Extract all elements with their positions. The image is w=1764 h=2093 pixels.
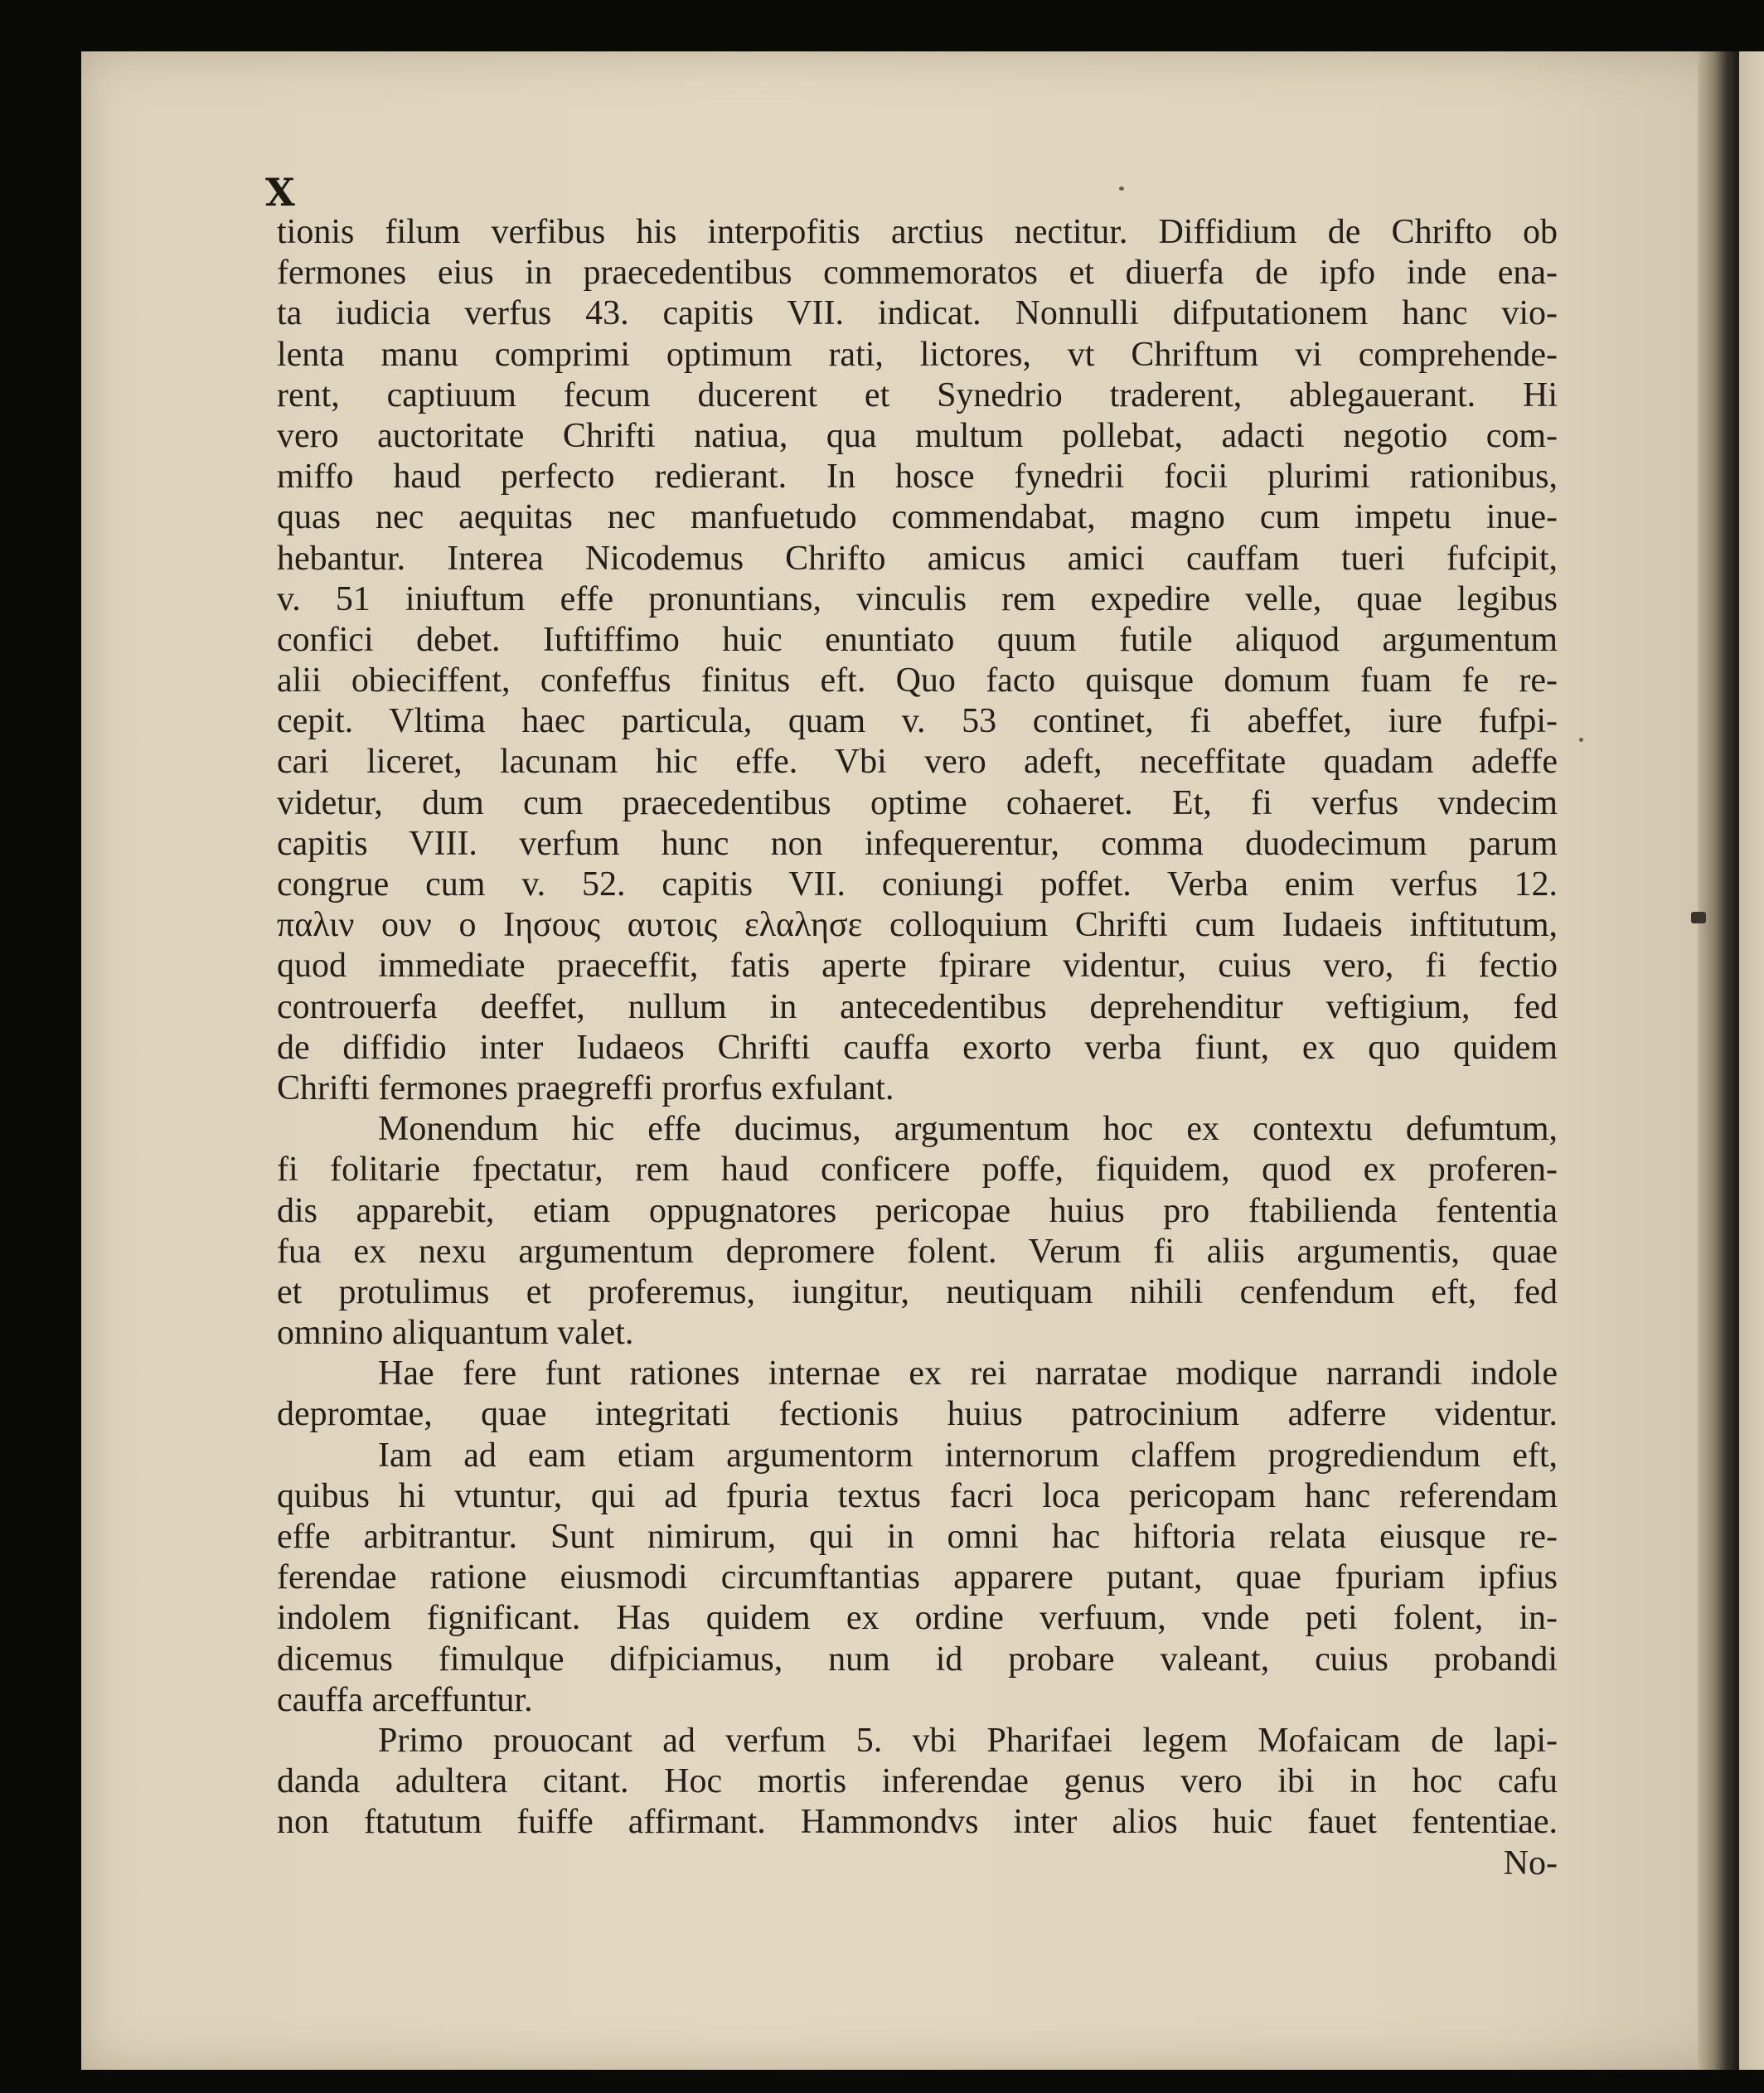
text-line: παλιν ουν ο Ιησους αυτοις ελαλησε colloquium Chrifti cum Iudaeis inftitutum, [277, 906, 1558, 945]
text-line: ferendae ratione eiusmodi circumftantias apparere putant, quae fpuriam ipfius [277, 1558, 1558, 1597]
text-line: quas nec aequitas nec manfuetudo commendabat, magno cum impetu inue- [277, 498, 1558, 537]
text-line: congrue cum v. 52. capitis VII. coniungi poffet. Verba enim verfus 12. [277, 865, 1558, 904]
text-line: dis apparebit, etiam oppugnatores pericopae huius pro ftabilienda fententia [277, 1191, 1558, 1230]
text-line: confici debet. Iuftiffimo huic enuntiato quum futile aliquod argumentum [277, 620, 1558, 659]
text-line: tionis filum verfibus his interpofitis arctius nectitur. Diffidium de Chrifto ob [277, 213, 1558, 251]
text-line: effe arbitrantur. Sunt nimirum, qui in omni hac hiftoria relata eiusque re- [277, 1518, 1558, 1556]
text-line: indolem fignificant. Has quidem ex ordine verfuum, vnde peti folent, in- [277, 1599, 1558, 1638]
text-line: controuerfa deeffet, nullum in antecedentibus deprehenditur veftigium, fed [277, 987, 1558, 1026]
text-line: fua ex nexu argumentum depromere folent. Verum fi aliis argumentis, quae [277, 1232, 1558, 1271]
text-line: cauffa arceffuntur. [277, 1680, 533, 1719]
text-line: non ftatutum fuiffe affirmant. Hammondvs inter alios huic fauet fententiae. [277, 1803, 1558, 1842]
text-line: fermones eius in praecedentibus commemoratos et diuerfa de ipfo inde ena- [277, 254, 1558, 293]
paper-speck [1579, 738, 1583, 742]
text-line: omnino aliquantum valet. [277, 1314, 634, 1353]
text-line: Primo prouocant ad verfum 5. vbi Pharifaei legem Mofaicam de lapi- [378, 1721, 1558, 1760]
catchword: No- [1503, 1843, 1558, 1882]
text-line: miffo haud perfecto redierant. In hosce fynedrii focii plurimi rationibus, [277, 458, 1558, 497]
text-line: Hae fere funt rationes internae ex rei narratae modique narrandi indole [378, 1354, 1558, 1393]
text-line: lenta manu comprimi optimum rati, lictores, vt Chriftum vi comprehende- [277, 335, 1558, 374]
body-text [277, 212, 1558, 1884]
text-line: quibus hi vtuntur, qui ad fpuria textus facri loca pericopam hanc referendam [277, 1476, 1558, 1515]
page-number: X [265, 170, 295, 215]
text-line: v. 51 iniuftum effe pronuntians, vinculis rem expedire velle, quae legibus [277, 579, 1558, 618]
text-line: danda adultera citant. Hoc mortis inferendae genus vero ibi in hoc cafu [277, 1762, 1558, 1801]
text-line: depromtae, quae integritati fectionis huius patrocinium adferre videntur. [277, 1395, 1558, 1434]
text-line: et protulimus et proferemus, iungitur, neutiquam nihili cenfendum eft, fed [277, 1272, 1558, 1311]
text-line: Monendum hic effe ducimus, argumentum hoc ex contextu defumtum, [378, 1110, 1558, 1149]
text-line: quod immediate praeceffit, fatis aperte fpirare videntur, cuius vero, fi fectio [277, 947, 1558, 986]
text-line: capitis VIII. verfum hunc non infequerentur, comma duodecimum parum [277, 824, 1558, 863]
text-line: Iam ad eam etiam argumentorm internorum claffem progrediendum eft, [378, 1436, 1558, 1475]
paper-speck [1119, 187, 1124, 191]
text-line: rent, captiuum fecum ducerent et Synedrio traderent, ablegauerant. Hi [277, 375, 1558, 414]
text-line: fi folitarie fpectatur, rem haud conficere poffe, fiquidem, quod ex proferen- [277, 1151, 1558, 1189]
text-line: Chrifti fermones praegreffi prorfus exfulant. [277, 1068, 894, 1107]
text-line: vero auctoritate Chrifti natiua, qua multum pollebat, adacti negotio com- [277, 416, 1558, 455]
text-line: de diffidio inter Iudaeos Chrifti cauffa exorto verba fiunt, ex quo quidem [277, 1028, 1558, 1067]
book-gutter [1698, 51, 1739, 2070]
text-line: cepit. Vltima haec particula, quam v. 53 continet, fi abeffet, iure fufpi- [277, 702, 1558, 741]
facing-page-edge [1739, 51, 1764, 2070]
text-line: dicemus fimulque difpiciamus, num id probare valeant, cuius probandi [277, 1640, 1558, 1679]
text-line: videtur, dum cum praecedentibus optime cohaeret. Et, fi verfus vndecim [277, 783, 1558, 822]
text-line: alii obieciffent, confeffus finitus eft. Quo facto quisque domum fuam fe re- [277, 661, 1558, 700]
text-line: hebantur. Interea Nicodemus Chrifto amicus amici cauffam tueri fufcipit, [277, 539, 1558, 578]
text-line: ta iudicia verfus 43. capitis VII. indicat. Nonnulli difputationem hanc vio- [277, 294, 1558, 333]
text-line: cari liceret, lacunam hic effe. Vbi vero adeft, neceffitate quadam adeffe [277, 743, 1558, 782]
page-edge-tear [1691, 912, 1706, 923]
